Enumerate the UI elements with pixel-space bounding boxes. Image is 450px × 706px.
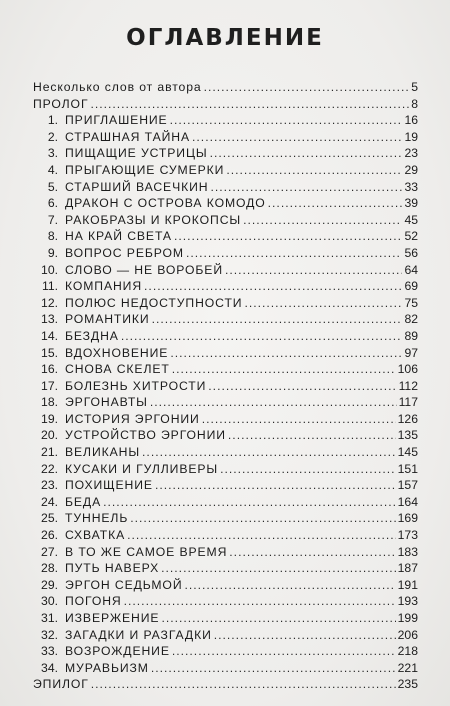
dot-leader: [142, 444, 396, 461]
chapter-number: 34.: [41, 660, 58, 675]
chapter-title: ВДОХНОВЕНИЕ: [65, 345, 169, 360]
toc-entry-title: [33, 96, 88, 113]
page-number: 16: [404, 113, 418, 128]
toc-entry: [33, 361, 418, 378]
chapter-number: 5.: [47, 179, 58, 194]
toc-entry-title: [33, 660, 149, 677]
chapter-title: ПИЩАЩИЕ УСТРИЦЫ: [65, 146, 208, 161]
page-number: 52: [404, 229, 418, 244]
page-number: 199: [397, 611, 418, 625]
page-number: 39: [404, 196, 418, 211]
chapter-title: КОМПАНИЯ: [65, 279, 143, 294]
page-number: 112: [398, 378, 418, 393]
toc-entry: [33, 627, 418, 644]
dot-leader: [210, 179, 402, 196]
chapter-number: 28.: [41, 561, 58, 576]
dot-leader: [184, 577, 395, 594]
chapter-title: ПРОЛОГ: [33, 96, 89, 111]
chapter-title: СНОВА СКЕЛЕТ: [65, 362, 170, 377]
toc-entry-title: [33, 477, 153, 494]
toc-entry-title: [33, 262, 223, 279]
chapter-title: Несколько слов от автора: [33, 80, 202, 94]
page-number: 206: [397, 627, 418, 642]
chapter-title: НА КРАЙ СВЕТА: [65, 229, 172, 244]
chapter-number: 10.: [41, 262, 58, 277]
toc-entry: [33, 345, 418, 362]
toc-entry-title: [33, 394, 148, 411]
dot-leader: [225, 262, 402, 279]
chapter-number: 14.: [41, 328, 58, 343]
toc-entry: [33, 527, 418, 544]
chapter-number: 13.: [41, 312, 58, 327]
page-number: 164: [397, 494, 418, 509]
toc-entry-title: [33, 378, 206, 395]
page-number: 218: [397, 644, 418, 659]
dot-leader: [170, 345, 402, 362]
toc-entry: [33, 195, 418, 212]
chapter-title: ЗАГАДКИ И РАЗГАДКИ: [65, 627, 212, 642]
toc-entry-title: [33, 461, 218, 478]
toc-entry: [33, 427, 418, 444]
chapter-number: 22.: [41, 461, 58, 476]
toc-entry: [33, 212, 418, 229]
chapter-title: ПОЛЮС НЕДОСТУПНОСТИ: [65, 295, 243, 310]
dot-leader: [204, 79, 410, 96]
dot-leader: [214, 627, 396, 644]
dot-leader: [208, 378, 396, 395]
toc-entry: [33, 129, 418, 146]
page-number: 64: [404, 262, 418, 277]
page-number: 235: [397, 677, 418, 692]
chapter-number: 12.: [41, 295, 58, 310]
page-number: 126: [397, 411, 418, 426]
chapter-title: СТРАШНАЯ ТАЙНА: [65, 129, 191, 144]
dot-leader: [244, 295, 402, 312]
page-number: 82: [404, 312, 418, 327]
toc-entry: [33, 593, 418, 610]
chapter-title: ДРАКОН С ОСТРОВА КОМОДО: [65, 196, 266, 211]
toc-entry: [33, 228, 418, 245]
dot-leader: [151, 660, 396, 677]
toc-entry: [33, 577, 418, 594]
chapter-number: 20.: [41, 428, 58, 443]
chapter-title: МУРАВЬИЗМ: [65, 660, 149, 675]
chapter-title: ПРЫГАЮЩИЕ СУМЕРКИ: [65, 162, 225, 177]
toc-entry: [33, 179, 418, 196]
toc-entry: [33, 394, 418, 411]
page-number: 19: [404, 129, 418, 144]
dot-leader: [226, 162, 402, 179]
page-number: 45: [404, 212, 418, 227]
toc-entry-title: [33, 278, 142, 295]
toc-entry-title: [33, 179, 208, 196]
dot-leader: [243, 212, 402, 229]
toc-entry-title: [33, 577, 182, 594]
chapter-title: ВОПРОС РЕБРОМ: [65, 245, 184, 260]
toc-entry-title: [33, 345, 168, 362]
page-number: 187: [397, 561, 418, 576]
chapter-number: 19.: [41, 411, 58, 426]
chapter-number: 1.: [47, 113, 58, 128]
toc-entry: [33, 278, 418, 295]
toc-entry: [33, 560, 418, 577]
chapter-title: КУСАКИ И ГУЛЛИВЕРЫ: [65, 461, 219, 476]
chapter-number: 30.: [41, 594, 58, 609]
dot-leader: [130, 510, 395, 527]
chapter-title: СЛОВО — НЕ ВОРОБЕЙ: [65, 262, 223, 277]
page-number: 183: [397, 544, 418, 559]
chapter-number: 7.: [47, 212, 58, 227]
toc-entry-title: [33, 610, 159, 627]
toc-entry: [33, 295, 418, 312]
dot-leader: [152, 311, 403, 328]
chapter-number: 3.: [47, 146, 58, 161]
chapter-number: 2.: [47, 129, 58, 144]
toc-entry: [33, 311, 418, 328]
chapter-title: ТУННЕЛЬ: [65, 511, 129, 526]
chapter-number: 24.: [41, 494, 58, 509]
dot-leader: [220, 461, 396, 478]
chapter-title: ЭПИЛОГ: [33, 677, 89, 692]
page-number: 151: [397, 461, 418, 476]
dot-leader: [161, 610, 395, 627]
dot-leader: [155, 477, 396, 494]
toc-entry: [33, 411, 418, 428]
dot-leader: [103, 494, 396, 511]
toc-entry-title: [33, 427, 226, 444]
dot-leader: [91, 676, 396, 693]
page-number: 89: [404, 328, 418, 343]
toc-entry: [33, 544, 418, 561]
dot-leader: [172, 361, 396, 378]
toc-entry-title: [33, 212, 241, 229]
chapter-title: БОЛЕЗНЬ ХИТРОСТИ: [65, 378, 207, 393]
toc-entry: [33, 643, 418, 660]
dot-leader: [127, 527, 396, 544]
toc-entry: [33, 145, 418, 162]
toc-entry: [33, 378, 418, 395]
dot-leader: [202, 411, 396, 428]
toc-entry-title: [33, 228, 172, 245]
dot-leader: [144, 278, 402, 295]
page-number: 106: [397, 362, 418, 377]
dot-leader: [192, 129, 402, 146]
chapter-title: БЕДА: [65, 494, 102, 509]
toc-entry: [33, 96, 418, 113]
chapter-title: ПОГОНЯ: [65, 594, 122, 609]
toc-entry: [33, 461, 418, 478]
chapter-title: В ТО ЖЕ САМОЕ ВРЕМЯ: [65, 544, 228, 559]
chapter-number: 15.: [41, 345, 58, 360]
toc-entry: [33, 328, 418, 345]
toc-entry: [33, 494, 418, 511]
toc-entry: [33, 660, 418, 677]
chapter-title: ПРИГЛАШЕНИЕ: [65, 113, 168, 128]
page-number: 5: [411, 80, 418, 94]
toc-entry-title: [33, 112, 168, 129]
dot-leader: [124, 593, 396, 610]
chapter-title: БЕЗДНА: [65, 328, 119, 343]
toc-entry-title: [33, 593, 122, 610]
chapter-number: 25.: [41, 511, 58, 526]
toc-entry-title: [33, 311, 150, 328]
chapter-number: 6.: [47, 196, 58, 211]
dot-leader: [150, 394, 397, 411]
page-number: 8: [411, 96, 418, 111]
page-number: 33: [404, 179, 418, 194]
chapter-number: 33.: [41, 644, 58, 659]
toc-entry-title: [33, 627, 212, 644]
dot-leader: [186, 245, 402, 262]
toc-entry-title: [33, 560, 159, 577]
chapter-number: 8.: [47, 229, 58, 244]
chapter-number: 21.: [41, 445, 58, 460]
page-number: 69: [404, 279, 418, 294]
page-number: 193: [397, 594, 418, 609]
chapter-title: ВЕЛИКАНЫ: [65, 445, 141, 460]
chapter-number: 9.: [47, 245, 58, 260]
chapter-number: 11.: [41, 279, 58, 294]
toc-entry-title: [33, 643, 170, 660]
toc-entry-title: [33, 295, 242, 312]
toc-entry: [33, 112, 418, 129]
page-number: 191: [397, 577, 418, 592]
page-number: 75: [404, 295, 418, 310]
page-title: ОГЛАВЛЕНИЕ: [126, 25, 324, 51]
table-of-contents: [33, 79, 418, 693]
chapter-number: 26.: [41, 528, 58, 543]
toc-entry: [33, 610, 418, 627]
toc-entry: [33, 510, 418, 527]
dot-leader: [174, 228, 403, 245]
toc-entry-title: [33, 411, 200, 428]
page-number: 135: [397, 428, 418, 443]
chapter-title: ПУТЬ НАВЕРХ: [65, 561, 160, 576]
chapter-title: СТАРШИЙ ВАСЕЧКИН: [65, 179, 209, 194]
page-number: 221: [397, 660, 418, 675]
dot-leader: [172, 643, 396, 660]
dot-leader: [90, 96, 409, 113]
toc-entry: [33, 79, 418, 96]
toc-entry-title: [33, 527, 125, 544]
dot-leader: [170, 112, 403, 129]
dot-leader: [121, 328, 403, 345]
chapter-number: 27.: [41, 544, 58, 559]
toc-entry: [33, 676, 418, 693]
chapter-title: УСТРОЙСТВО ЭРГОНИИ: [65, 428, 226, 443]
toc-entry-title: [33, 444, 140, 461]
toc-entry: [33, 162, 418, 179]
chapter-title: РОМАНТИКИ: [65, 312, 150, 327]
chapter-number: 32.: [41, 627, 58, 642]
dot-leader: [229, 544, 395, 561]
chapter-title: ЭРГОН СЕДЬМОЙ: [65, 577, 183, 592]
chapter-title: СХВАТКА: [65, 528, 126, 543]
chapter-number: 16.: [41, 362, 58, 377]
dot-leader: [228, 427, 396, 444]
chapter-number: 23.: [41, 478, 58, 493]
toc-entry: [33, 477, 418, 494]
dot-leader: [268, 195, 403, 212]
toc-entry-title: [33, 245, 184, 262]
page-number: 157: [397, 478, 418, 493]
toc-entry: [33, 245, 418, 262]
dot-leader: [161, 560, 396, 577]
toc-entry-title: [33, 361, 170, 378]
chapter-number: 31.: [41, 611, 58, 625]
dot-leader: [210, 145, 403, 162]
chapter-title: ВОЗРОЖДЕНИЕ: [65, 644, 170, 659]
chapter-number: 18.: [41, 395, 58, 410]
page-number: 173: [397, 528, 418, 543]
chapter-title: ПОХИЩЕНИЕ: [65, 478, 153, 493]
toc-entry-title: [33, 510, 128, 527]
chapter-number: 4.: [47, 162, 58, 177]
chapter-title: ИЗВЕРЖЕНИЕ: [65, 611, 160, 625]
page-number: 29: [404, 162, 418, 177]
toc-entry-title: [33, 328, 119, 345]
toc-entry-title: [33, 162, 224, 179]
page-number: 169: [397, 511, 418, 526]
page-number: 97: [404, 345, 418, 360]
toc-entry-title: [33, 195, 266, 212]
chapter-title: ЭРГОНАВТЫ: [65, 395, 148, 410]
toc-entry-title: [33, 544, 227, 561]
page-number: 23: [404, 146, 418, 161]
toc-entry-title: [33, 676, 89, 693]
toc-entry-title: [33, 129, 190, 146]
page-number: 56: [404, 245, 418, 260]
chapter-number: 17.: [41, 378, 58, 393]
page-number: 145: [397, 445, 418, 460]
toc-entry-title: [33, 79, 202, 96]
chapter-title: РАКОБРАЗЫ И КРОКОПСЫ: [65, 212, 242, 227]
toc-entry-title: [33, 494, 101, 511]
toc-entry: [33, 262, 418, 279]
chapter-number: 29.: [41, 577, 58, 592]
page-number: 117: [398, 395, 418, 410]
chapter-title: ИСТОРИЯ ЭРГОНИИ: [65, 411, 200, 426]
toc-entry-title: [33, 145, 208, 162]
toc-entry: [33, 444, 418, 461]
